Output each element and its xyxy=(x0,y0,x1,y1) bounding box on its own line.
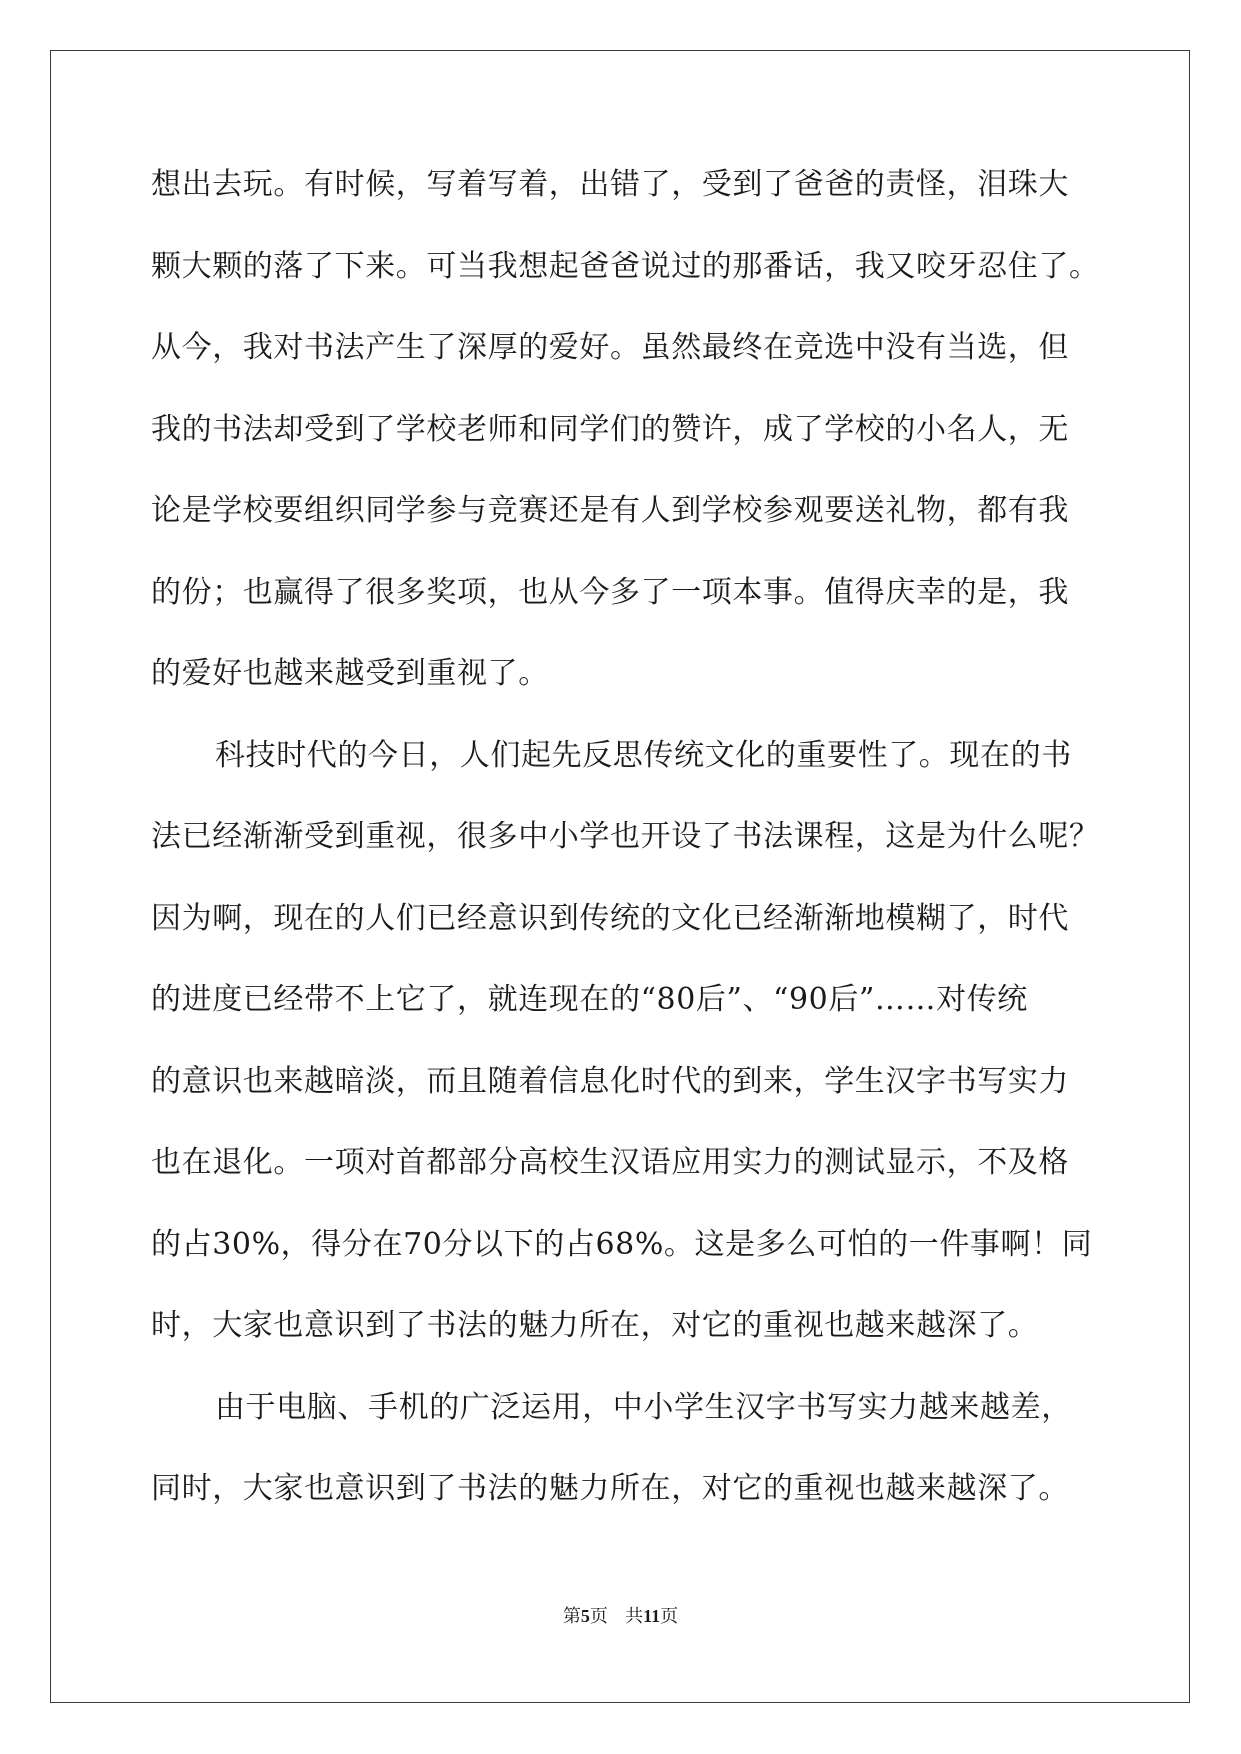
paragraph-start-line: 科技时代的今日，人们起先反思传统文化的重要性了。现在的书 xyxy=(215,737,1072,773)
text-line: 的意识也来越暗淡，而且随着信息化时代的到来，学生汉字书写实力 xyxy=(151,1063,1069,1099)
paragraph-start-line: 由于电脑、手机的广泛运用，中小学生汉字书写实力越来越差， xyxy=(215,1389,1072,1425)
text-line: 的爱好也越来越受到重视了。 xyxy=(151,656,549,691)
page-suffix: 页 xyxy=(589,1606,608,1627)
total-prefix: 共 xyxy=(625,1606,644,1627)
page-number: 5 xyxy=(580,1606,590,1626)
text-line: 想出去玩。有时候，写着写着，出错了，受到了爸爸的责怪，泪珠大 xyxy=(151,167,1069,202)
text-line: 同时，大家也意识到了书法的魅力所在，对它的重视也越来越深了。 xyxy=(151,1471,1069,1506)
text-line: 的进度已经带不上它了，就连现在的“80后”、“90后”……对传统 xyxy=(151,982,1028,1017)
text-line: 法已经渐渐受到重视，很多中小学也开设了书法课程，这是为什么呢？ xyxy=(151,819,1100,854)
total-pages: 11 xyxy=(643,1606,661,1626)
text-line: 的占30%，得分在70分以下的占68%。这是多么可怕的一件事啊！同 xyxy=(151,1226,1093,1262)
text-line: 也在退化。一项对首都部分高校生汉语应用实力的测试显示，不及格 xyxy=(151,1145,1069,1180)
text-line: 论是学校要组织同学参与竞赛还是有人到学校参观要送礼物，都有我 xyxy=(151,493,1069,528)
page-footer xyxy=(0,1603,1241,1630)
text-line: 时，大家也意识到了书法的魅力所在，对它的重视也越来越深了。 xyxy=(151,1308,1039,1343)
page-prefix: 第 xyxy=(562,1606,581,1627)
document-body xyxy=(151,160,1100,1546)
text-line: 因为啊，现在的人们已经意识到传统的文化已经渐渐地模糊了，时代 xyxy=(151,900,1069,936)
text-line: 颗大颗的落了下来。可当我想起爸爸说过的那番话，我又咬牙忍住了。 xyxy=(151,248,1100,284)
text-line: 我的书法却受到了学校老师和同学们的赞许，成了学校的小名人，无 xyxy=(151,411,1069,447)
text-line: 从今，我对书法产生了深厚的爱好。虽然最终在竞选中没有当选，但 xyxy=(151,330,1069,365)
total-suffix: 页 xyxy=(660,1606,679,1627)
text-line: 的份；也赢得了很多奖项，也从今多了一项本事。值得庆幸的是，我 xyxy=(151,574,1069,610)
